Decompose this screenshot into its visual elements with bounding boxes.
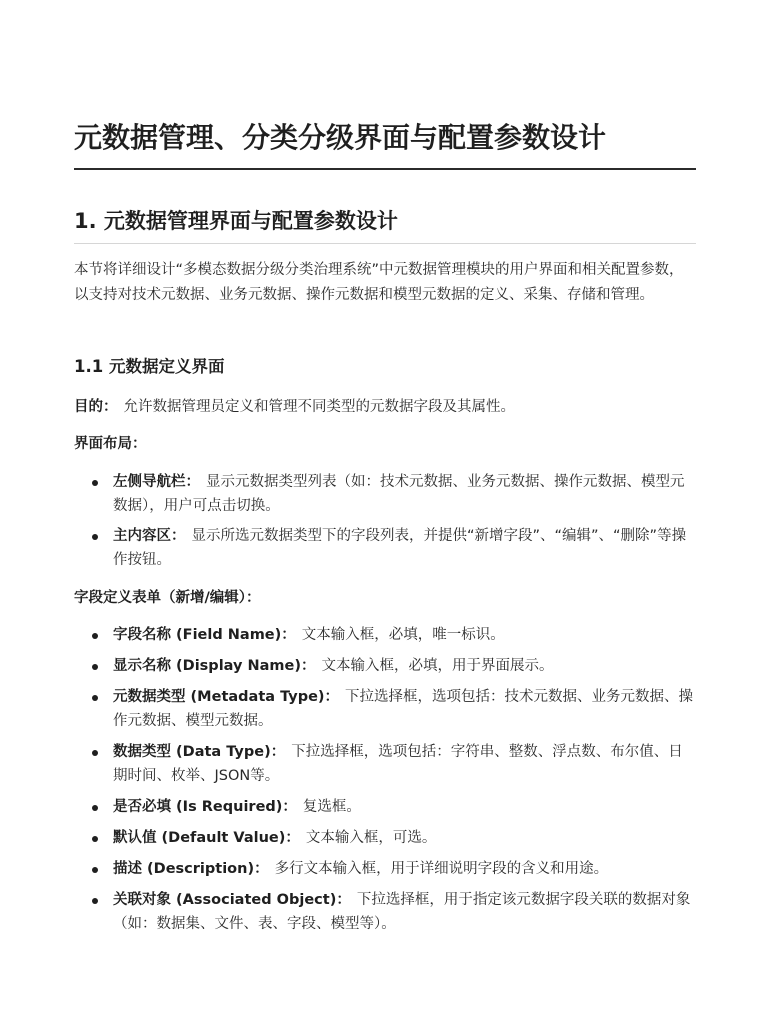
document-title: 元数据管理、分类分级界面与配置参数设计 [74,121,607,154]
layout-label: 界面布局： [74,436,147,452]
form-field-list [74,623,696,936]
list-item-text: 下拉选择框，选项包括：技术元数据、业务元数据、操作元数据、模型元数据。 [113,689,694,729]
bullet-icon [92,898,98,904]
section-heading: 1. 元数据管理界面与配置参数设计 [74,209,398,233]
subsection-heading: 1.1 元数据定义界面 [74,357,225,376]
layout-paragraph [74,432,696,456]
list-item-term: 显示名称 (Display Name)： [113,658,316,674]
list-item [74,857,696,881]
list-item [74,795,696,819]
list-item-text: 下拉选择框，用于指定该元数据字段关联的数据对象（如：数据集、文件、表、字段、模型等）。 [113,892,691,932]
list-item-term: 默认值 (Default Value)： [113,830,300,846]
purpose-text: 允许数据管理员定义和管理不同类型的元数据字段及其属性。 [123,399,515,415]
bullet-icon [92,750,98,756]
bullet-icon [92,695,98,701]
list-item [74,826,696,850]
bullet-icon [92,836,98,842]
form-paragraph [74,586,696,610]
list-item-text: 复选框。 [302,799,361,815]
bullet-icon [92,633,98,639]
list-item-term: 字段名称 (Field Name)： [113,627,296,643]
form-label: 字段定义表单（新增/编辑）： [74,590,261,606]
list-item [74,623,696,647]
list-item-term: 左侧导航栏： [113,474,200,490]
bullet-icon [92,867,98,873]
list-item-term: 是否必填 (Is Required)： [113,799,297,815]
list-item [74,654,696,678]
bullet-icon [92,805,98,811]
list-item [74,888,696,936]
list-item [74,524,696,572]
bullet-icon [92,480,98,486]
purpose-label: 目的： [74,399,118,415]
list-item-term: 元数据类型 (Metadata Type)： [113,689,340,705]
bullet-icon [92,664,98,670]
bullet-icon [92,534,98,540]
list-item-text: 下拉选择框，选项包括：字符串、整数、浮点数、布尔值、日期时间、枚举、JSON等。 [113,744,683,784]
list-item-term: 主内容区： [113,528,186,544]
list-item [74,470,696,518]
list-item-text: 文本输入框，必填，用于界面展示。 [321,658,554,674]
list-item-text: 显示元数据类型列表（如：技术元数据、业务元数据、操作元数据、模型元数据），用户可点击切换。 [113,474,685,514]
list-item-text: 显示所选元数据类型下的字段列表，并提供“新增字段”、“编辑”、“删除”等操作按钮。 [113,528,687,568]
section-intro: 本节将详细设计“多模态数据分级分类治理系统”中元数据管理模块的用户界面和相关配置参数，以支持对技术元数据、业务元数据、操作元数据和模型元数据的定义、采集、存储和管理。 [74,262,684,303]
title-divider [74,168,696,170]
list-item-term: 数据类型 (Data Type)： [113,744,286,760]
list-item-term: 关联对象 (Associated Object)： [113,892,351,908]
list-item [74,740,696,788]
list-item-term: 描述 (Description)： [113,861,269,877]
section-divider [74,243,696,244]
list-item-text: 文本输入框，可选。 [305,830,437,846]
list-item-text: 多行文本输入框，用于详细说明字段的含义和用途。 [274,861,609,877]
list-item [74,685,696,733]
list-item-text: 文本输入框，必填，唯一标识。 [301,627,505,643]
purpose-paragraph [74,395,696,419]
layout-list [74,470,696,572]
